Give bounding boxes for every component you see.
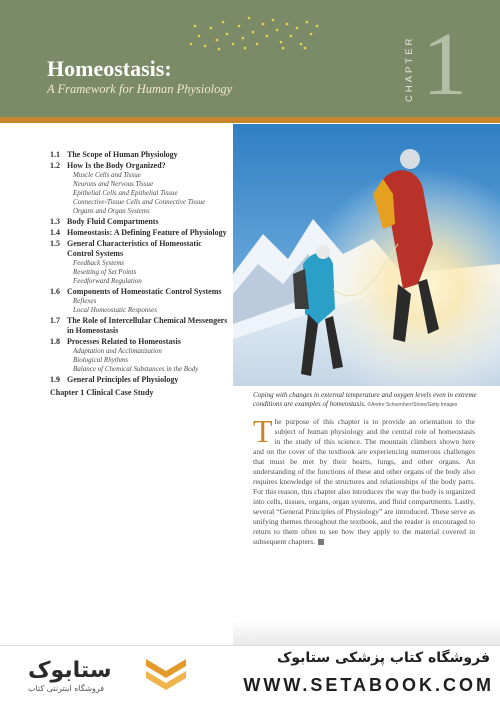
toc-section-title: Processes Related to Homeostasis [67,337,181,346]
toc-section-number: 1.4 [50,228,60,237]
chapter-title: Homeostasis: [47,56,172,81]
toc-subsection: Connective-Tissue Cells and Connective Tissue [73,198,206,206]
page-shadow [233,620,500,645]
toc-subsection: Balance of Chemical Substances in the Body [73,365,199,373]
toc-section-number: 1.5 [50,239,60,248]
toc-section-title: The Scope of Human Physiology [67,150,178,159]
toc-item [50,228,230,238]
chapter-subtitle: A Framework for Human Physiology [47,82,233,96]
toc-subsection: Resetting of Set Points [73,268,137,276]
toc-section-title: Homeostasis: A Defining Feature of Physiology [67,228,227,237]
toc-case-study: Chapter 1 Clinical Case Study [50,388,154,397]
decorative-dots [183,14,323,52]
toc-subsection: Muscle Cells and Tissue [73,171,141,179]
toc-subsection: Adaptation and Acclimatization [73,347,162,355]
photo-caption [253,391,489,410]
intro-text: he purpose of this chapter is to provide an orientation to the subject of human physiology and the central role of homeostasis in the study of this science. The mountain climbers shown here and on the cover of the textbook are experiencing numerous challenges that must be met by their hearts, lungs, and other organs. An understanding of the functions of these and other organs of the body also requires knowledge of the structures and relationships of the body parts. For this reason, this chapter also introduces the way the body is organized into cells, tissues, organs, organ systems, and fluid compartments. Lastly, several “General Principles of Physiology” are introduced. These serve as unifying themes throughout the textbook, and the reader is encouraged to return to them often to see how they apply to the material covered in subsequent chapters. [253,417,475,546]
toc-section-title: General Principles of Physiology [67,375,179,384]
toc-section-number: 1.2 [50,161,60,170]
toc-subsection: Epithelial Cells and Epithelial Tissue [73,189,178,197]
toc-section-number: 1.6 [50,287,60,296]
toc-item [50,316,230,336]
toc-subsection: Reflexes [73,297,97,305]
toc-section-title: General Characteristics of Homeostatic Control Systems [67,239,202,258]
toc-item [50,287,230,315]
toc-subsection: Local Homeostatic Responses [73,306,157,314]
toc-section-title: Body Fluid Compartments [67,217,159,226]
toc-subsection: Organs and Organ Systems [73,207,150,215]
toc-section-number: 1.9 [50,375,60,384]
toc-item [50,375,230,385]
store-url-link[interactable]: WWW.SETABOOK.COM [243,675,494,695]
chapter-header [0,0,500,117]
logo-subtext: فروشگاه اینترنتی کتاب [28,684,105,693]
drop-cap: T [253,413,273,449]
toc-section-number: 1.8 [50,337,60,346]
toc-item [50,239,230,286]
toc-section-number: 1.1 [50,150,60,159]
table-of-contents [50,150,230,397]
toc-section-title: Components of Homeostatic Control Systems [67,287,222,296]
toc-section-number: 1.7 [50,316,60,325]
intro-paragraph [253,413,475,547]
toc-item [50,217,230,227]
toc-section-title: The Role of Intercellular Chemical Messengers in Homeostasis [67,316,228,335]
toc-section-title: How Is the Body Organized? [67,161,166,170]
setabook-logo-icon [18,653,198,695]
chapter-number: 1 [422,15,467,114]
mountain-climbers-photo [233,124,500,386]
chapter-label: CHAPTER [404,35,415,103]
logo-text: ستابوک [28,658,112,683]
toc-subsection: Neurons and Nervous Tissue [73,180,154,188]
store-name: فروشگاه کتاب پزشکی ستابوک [277,650,490,666]
toc-section-number: 1.3 [50,217,60,226]
toc-subsection: Biological Rhythms [73,356,129,364]
toc-item [50,337,230,374]
toc-item [50,161,230,216]
photo-credit: ©Andre Schoenherr/Stone/Getty Images [367,402,458,408]
caption-text: Coping with changes in external temperature and oxygen levels even in extreme conditions are examples of homeostasis. [253,391,477,408]
toc-item [50,150,230,160]
toc-subsection: Feedback Systems [73,259,125,267]
toc-subsection: Feedforward Regulation [73,277,142,285]
end-of-section-icon [318,539,324,545]
